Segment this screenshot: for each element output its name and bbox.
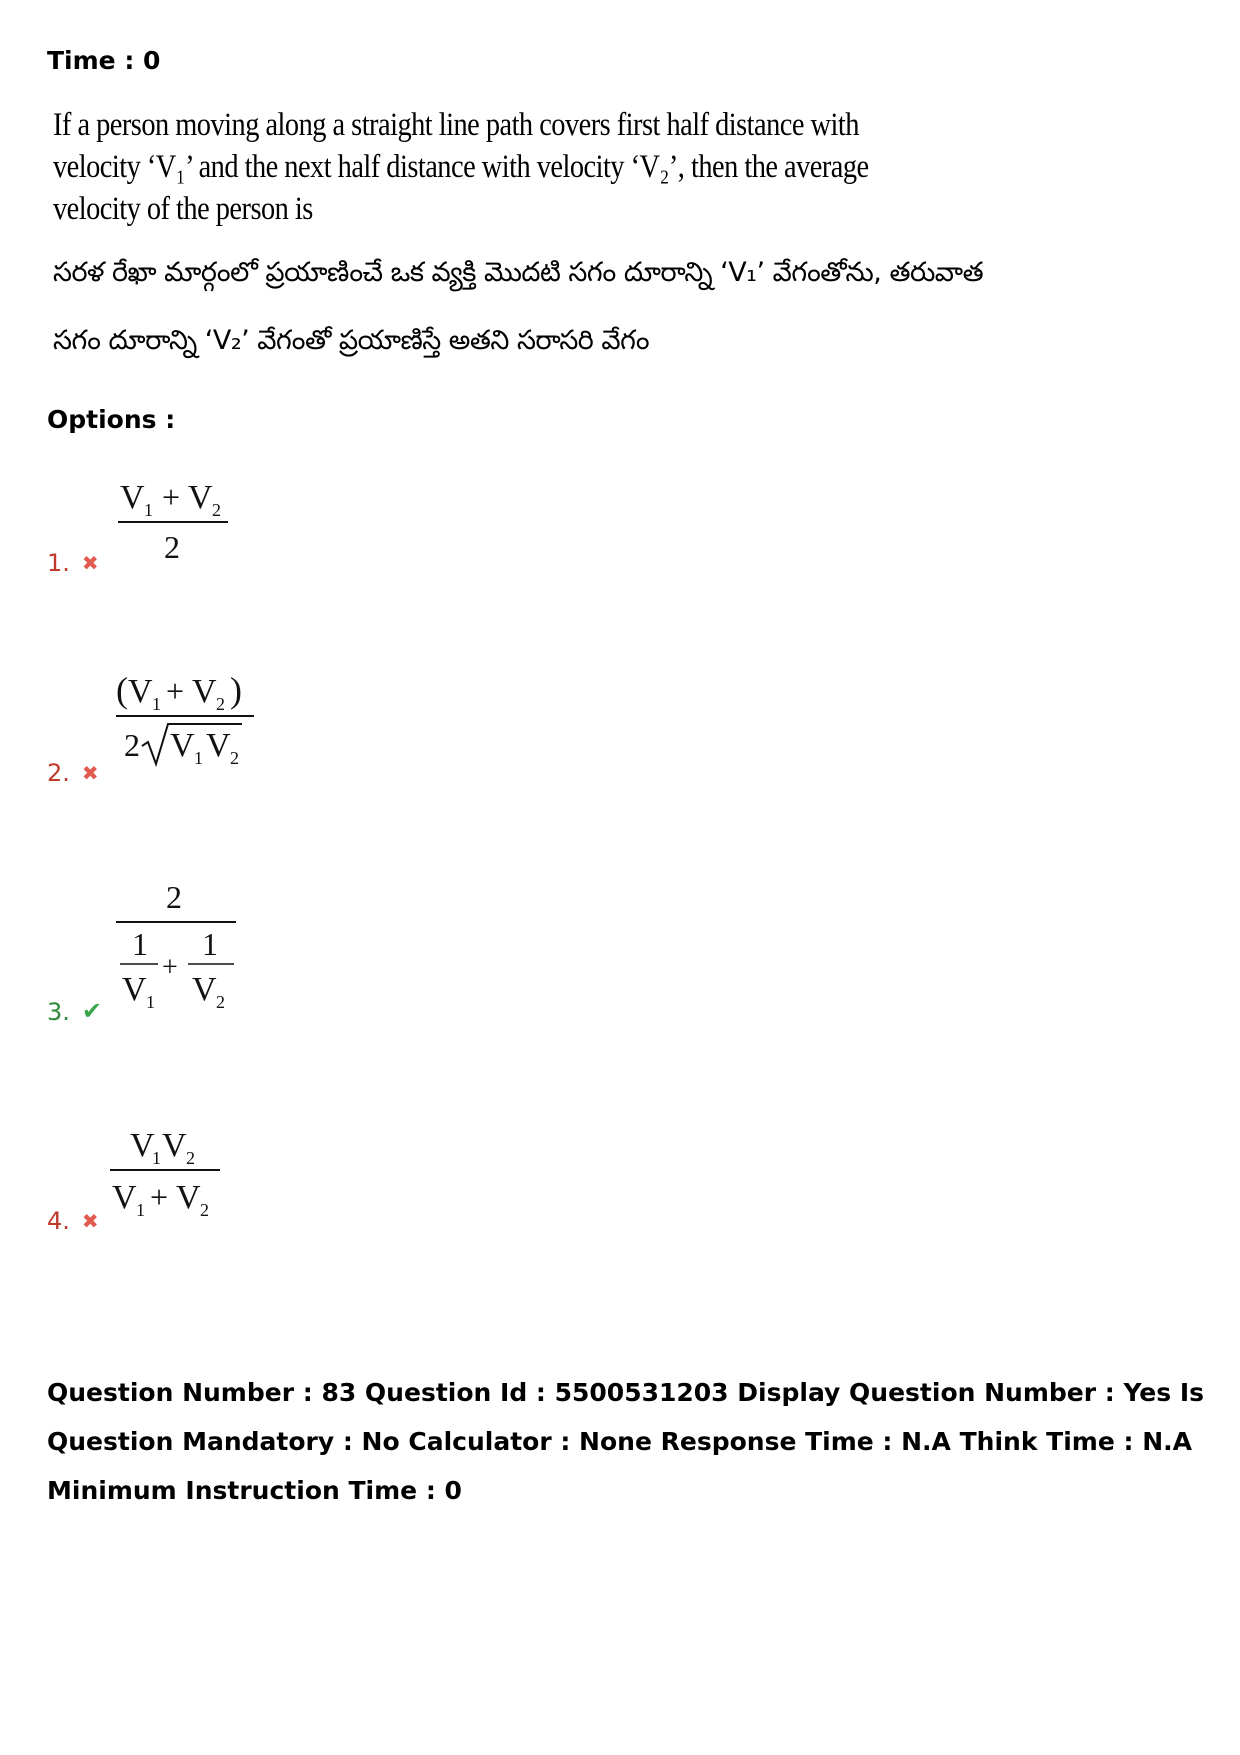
time-label-top: Time : 0 <box>47 46 161 75</box>
formula-sub2: 2 <box>216 992 225 1012</box>
formula-denominator-sub1: 1 <box>136 1200 145 1220</box>
option-2[interactable] <box>47 758 99 788</box>
formula-v2: V <box>192 673 217 710</box>
option-number: 2. <box>47 759 70 787</box>
formula-one-b: 1 <box>202 926 218 962</box>
cross-icon: ✖ <box>81 1209 99 1233</box>
formula-rparen: ) <box>230 670 242 710</box>
option-number: 3. <box>47 998 70 1026</box>
question-text-telugu-line-2: సగం దూరాన్ని ‘V₂’ వేగంతో ప్రయాణిస్తే అతని సరాసరి వేగం <box>53 325 650 356</box>
formula-v1: V <box>120 479 145 516</box>
formula-one-a: 1 <box>132 926 148 962</box>
formula-v1: V <box>130 1127 155 1164</box>
formula-sub1: 1 <box>152 694 161 714</box>
formula-v2: V <box>162 1127 187 1164</box>
formula-denominator-v1: V <box>112 1179 137 1216</box>
formula-numerator: 2 <box>166 879 182 915</box>
formula-v1: V <box>122 971 147 1008</box>
check-icon: ✔ <box>81 997 103 1025</box>
formula-plus: + <box>162 952 178 983</box>
cross-icon: ✖ <box>81 551 99 575</box>
option-1-formula <box>110 470 240 570</box>
option-number: 1. <box>47 549 70 577</box>
formula-root-sub2: 2 <box>230 748 239 768</box>
cross-icon: ✖ <box>81 761 99 785</box>
formula-coefficient: 2 <box>124 727 140 763</box>
formula-plus: + <box>162 479 181 515</box>
formula-plus: + <box>150 1179 169 1215</box>
formula-root-sub1: 1 <box>194 748 203 768</box>
question-text-telugu-line-1: సరళ రేఖా మార్గంలో ప్రయాణించే ఒక వ్యక్తి మొదటి సగం దూరాన్ని ‘V₁’ వేగంతోను, తరువాత <box>53 257 984 288</box>
option-2-formula <box>110 660 270 770</box>
formula-sub2: 2 <box>216 694 225 714</box>
formula-root-v1: V <box>170 727 195 764</box>
option-4[interactable] <box>47 1206 99 1236</box>
formula-root-v2: V <box>206 727 231 764</box>
formula-sub1: 1 <box>152 1148 161 1168</box>
option-number: 4. <box>47 1207 70 1235</box>
options-label: Options : <box>47 405 176 434</box>
question-text-english: If a person moving along a straight line path covers first half distance with velocity ‘V₁’ and the next half distance with velocity ‘V₂’, then the average velocity of the person is <box>53 107 869 227</box>
formula-sub2: 2 <box>186 1148 195 1168</box>
formula-sub1: 1 <box>146 992 155 1012</box>
formula-plus: + <box>166 673 185 709</box>
formula-denominator: 2 <box>164 529 180 565</box>
formula-v2: V <box>192 971 217 1008</box>
option-3[interactable] <box>47 996 102 1027</box>
formula-v1: V <box>128 673 153 710</box>
question-metadata: Question Number : 83 Question Id : 5500531203 Display Question Number : Yes Is Question Mandatory : No Calculator : None Response Time : N.A Think Time : N.A Minimum Instruction Time : 0 <box>47 1378 1205 1505</box>
formula-v2: V <box>188 479 213 516</box>
option-4-formula <box>106 1118 236 1228</box>
formula-denominator-sub2: 2 <box>200 1200 209 1220</box>
option-1[interactable] <box>47 548 99 578</box>
formula-sub2: 2 <box>212 500 221 520</box>
option-3-formula <box>110 870 250 1030</box>
formula-lparen: ( <box>116 670 128 710</box>
formula-denominator-v2: V <box>176 1179 201 1216</box>
formula-sub1: 1 <box>144 500 153 520</box>
